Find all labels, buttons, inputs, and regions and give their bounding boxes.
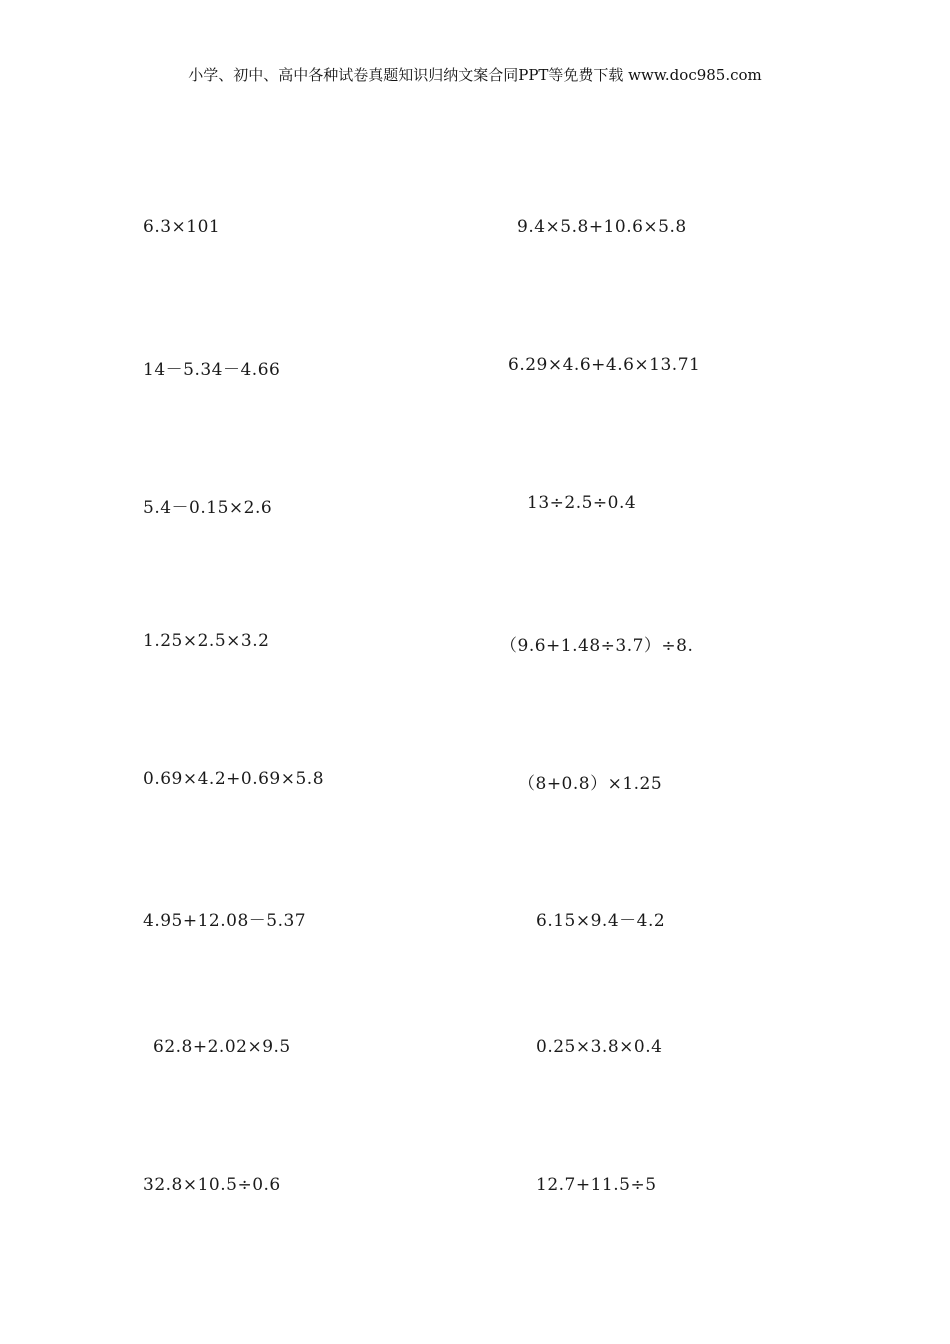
problem-left-4: 1.25×2.5×3.2 bbox=[143, 631, 270, 651]
problem-left-3: 5.4－0.15×2.6 bbox=[143, 498, 273, 518]
problem-left-6: 4.95+12.08－5.37 bbox=[143, 911, 307, 931]
problem-right-6: 6.15×9.4－4.2 bbox=[536, 911, 666, 931]
problem-right-5: （8+0.8）×1.25 bbox=[518, 774, 663, 794]
problem-right-3: 13÷2.5÷0.4 bbox=[527, 493, 637, 513]
problem-right-7: 0.25×3.8×0.4 bbox=[536, 1037, 663, 1057]
problem-right-2: 6.29×4.6+4.6×13.71 bbox=[508, 355, 701, 375]
page-header: 小学、初中、高中各种试卷真题知识归纳文案合同PPT等免费下载 www.doc985.com bbox=[188, 66, 762, 84]
problem-left-5: 0.69×4.2+0.69×5.8 bbox=[143, 769, 325, 789]
problem-left-8: 32.8×10.5÷0.6 bbox=[143, 1175, 281, 1195]
problem-right-1: 9.4×5.8+10.6×5.8 bbox=[517, 217, 687, 237]
problem-left-1: 6.3×101 bbox=[143, 217, 221, 237]
problem-left-2: 14－5.34－4.66 bbox=[143, 360, 281, 380]
problem-left-7: 62.8+2.02×9.5 bbox=[153, 1037, 291, 1057]
problem-right-4: （9.6+1.48÷3.7）÷8. bbox=[500, 636, 694, 656]
problem-right-8: 12.7+11.5÷5 bbox=[536, 1175, 657, 1195]
